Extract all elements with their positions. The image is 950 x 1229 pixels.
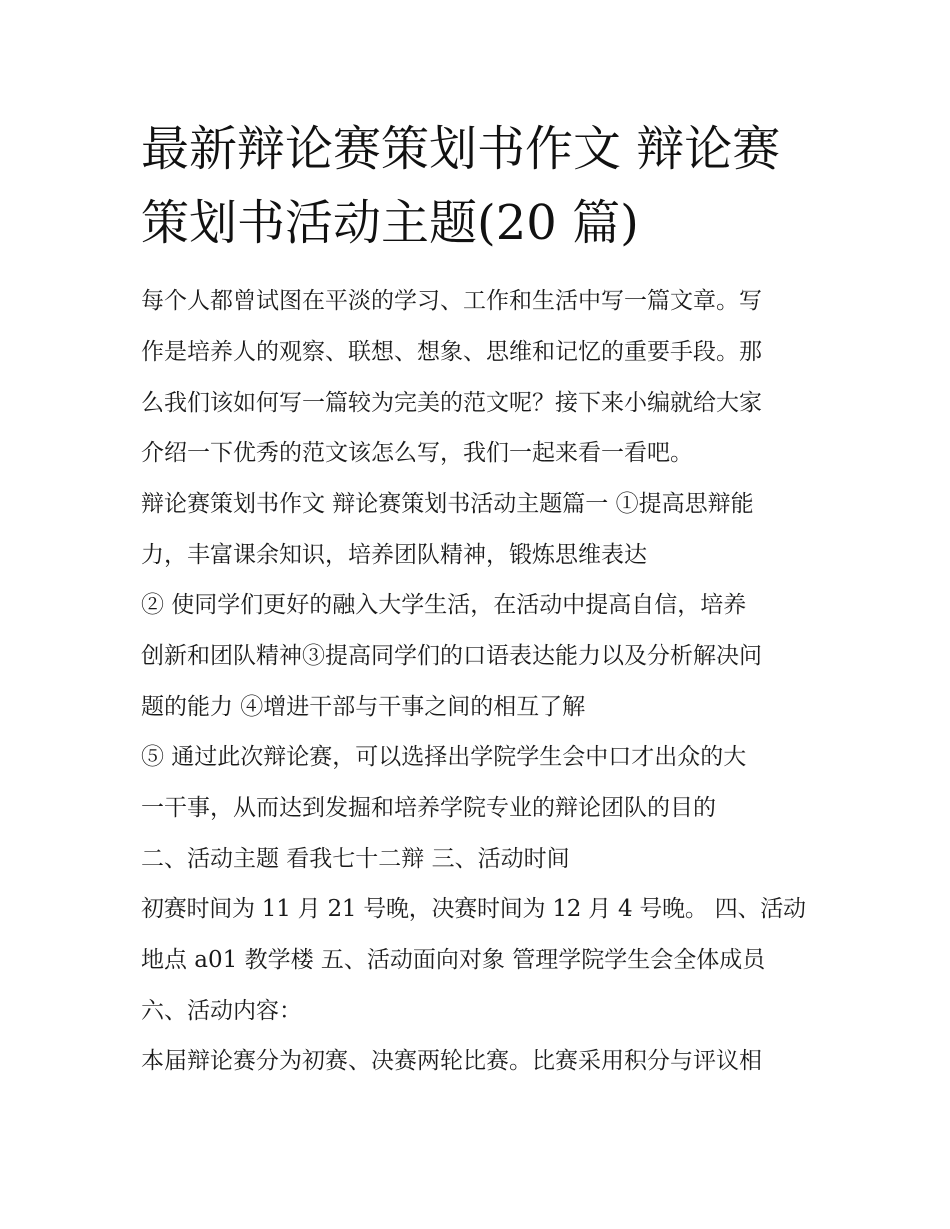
body-line: 六、活动内容： (141, 998, 302, 1024)
document-title (141, 112, 821, 260)
body-line: 创新和团队精神③提高同学们的口语表达能力以及分析解决问 (141, 643, 762, 669)
body-line: 一干事，从而达到发掘和培养学院专业的辩论团队的目的 (141, 795, 716, 821)
body-line: 作是培养人的观察、联想、想象、思维和记忆的重要手段。那 (141, 339, 762, 365)
body-line: 介绍一下优秀的范文该怎么写，我们一起来看一看吧。 (141, 440, 693, 466)
title-line-2: 策划书活动主题(20 篇) (141, 195, 639, 251)
title-line-1: 最新辩论赛策划书作文 辩论赛 (141, 121, 781, 177)
body-line: 本届辩论赛分为初赛、决赛两轮比赛。比赛采用积分与评议相 (141, 1048, 762, 1074)
body-line: ② 使同学们更好的融入大学生活，在活动中提高自信，培养 (141, 592, 747, 618)
body-line: 二、活动主题 看我七十二辩 三、活动时间 (141, 846, 570, 872)
body-line: 每个人都曾试图在平淡的学习、工作和生活中写一篇文章。写 (141, 288, 762, 314)
body-line: 题的能力 ④增进干部与干事之间的相互了解 (141, 694, 586, 720)
body-line: 么我们该如何写一篇较为完美的范文呢？接下来小编就给大家 (141, 390, 762, 416)
body-line: 地点 a01 教学楼 五、活动面向对象 管理学院学生会全体成员 (141, 947, 766, 973)
body-line: 力，丰富课余知识，培养团队精神，锻炼思维表达 (141, 542, 647, 568)
body-line: 初赛时间为 11 月 21 号晚，决赛时间为 12 月 4 号晚。 四、活动 (141, 896, 806, 922)
body-line: 辩论赛策划书作文 辩论赛策划书活动主题篇一 ①提高思辩能 (141, 491, 754, 517)
body-line: ⑤ 通过此次辩论赛，可以选择出学院学生会中口才出众的大 (141, 744, 747, 770)
